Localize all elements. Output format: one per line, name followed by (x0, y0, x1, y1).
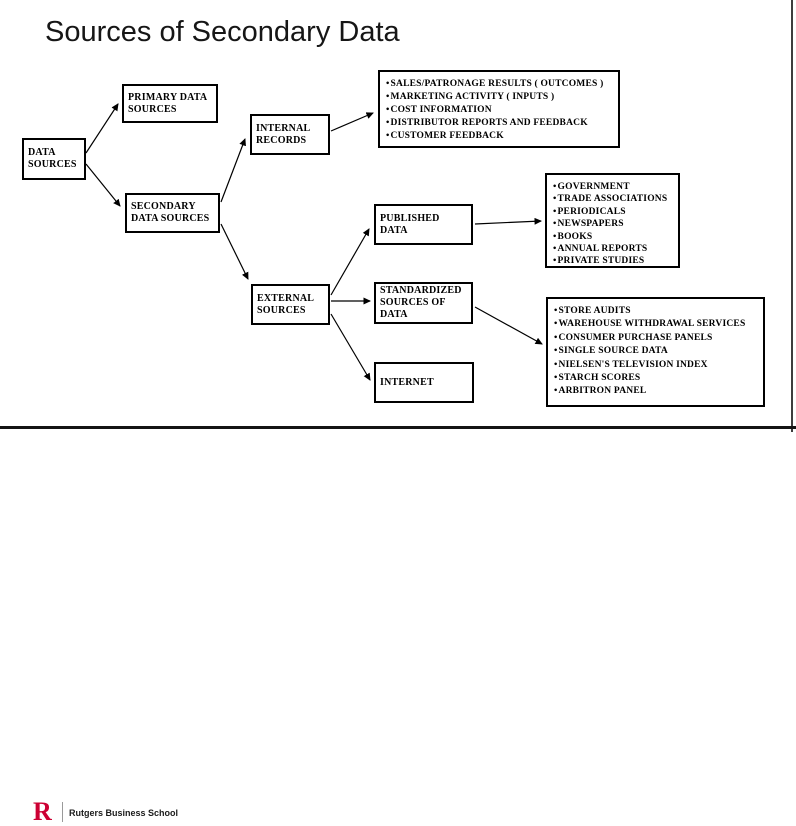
slide-title: Sources of Secondary Data (45, 16, 400, 48)
detail-box-published-data (545, 173, 680, 268)
bullet-item: • WAREHOUSE WITHDRAWAL SERVICES (554, 318, 758, 331)
detail-box-internal-records (378, 70, 620, 148)
arrow-published-to-detail (475, 221, 541, 224)
node-internal-records-label: INTERNAL RECORDS (256, 122, 310, 146)
bullet-item: • CUSTOMER FEEDBACK (386, 130, 613, 143)
arrow-external-to-published (331, 229, 369, 295)
bullet-item: • BOOKS (553, 231, 673, 243)
node-internet (374, 362, 474, 403)
detail-box-standardized-sources (546, 297, 765, 407)
bullet-item: • TRADE ASSOCIATIONS (553, 193, 673, 205)
logo-divider (62, 802, 63, 822)
arrow-secondary-to-internal-records (221, 139, 245, 202)
bullet-item: • NEWSPAPERS (553, 218, 673, 230)
node-secondary-label: SECONDARY DATA SOURCES (131, 201, 210, 224)
arrow-data-sources-to-secondary (86, 164, 120, 206)
node-standardized-sources-label: STANDARDIZED SOURCES OF DATA (380, 285, 462, 320)
bullet-item: • ARBITRON PANEL (554, 385, 758, 398)
bullet-item: • SALES/PATRONAGE RESULTS ( OUTCOMES ) (386, 78, 613, 91)
node-standardized-sources (374, 282, 473, 324)
rutgers-logo-icon: R (33, 797, 52, 826)
node-secondary-data-sources (125, 193, 220, 233)
bullet-item: • CONSUMER PURCHASE PANELS (554, 332, 758, 345)
arrow-standardized-to-detail (475, 307, 542, 344)
footer-org-name: Rutgers Business School (69, 808, 179, 818)
bullet-item: • DISTRIBUTOR REPORTS AND FEEDBACK (386, 117, 613, 130)
slide-bottom-border (0, 426, 796, 429)
arrow-secondary-to-external-sources (221, 224, 248, 279)
node-internet-label: INTERNET (380, 376, 434, 388)
bullet-item: • GOVERNMENT (553, 181, 673, 193)
bullet-item: • STARCH SCORES (554, 372, 758, 385)
bullet-item: • NIELSEN'S TELEVISION INDEX (554, 359, 758, 372)
node-data-sources (22, 138, 86, 180)
bullet-item: • PERIODICALS (553, 206, 673, 218)
bullet-item: • PRIVATE STUDIES (553, 255, 673, 267)
arrow-data-sources-to-primary (86, 104, 118, 153)
bullet-item: • STORE AUDITS (554, 305, 758, 318)
node-published-data (374, 204, 473, 245)
arrow-internal-records-to-detail (331, 113, 373, 131)
node-primary-label: PRIMARY DATA SOURCES (128, 91, 207, 115)
slide-right-border (791, 0, 793, 432)
bullet-item: • MARKETING ACTIVITY ( INPUTS ) (386, 91, 613, 104)
node-data-sources-label: DATA SOURCES (28, 147, 77, 170)
node-internal-records (250, 114, 330, 155)
node-external-sources (251, 284, 330, 325)
node-primary-data-sources (122, 84, 218, 123)
footer (0, 398, 796, 826)
bullet-item: • COST INFORMATION (386, 104, 613, 117)
arrow-external-to-internet (331, 314, 370, 380)
bullet-item: • ANNUAL REPORTS (553, 243, 673, 255)
node-external-sources-label: EXTERNAL SOURCES (257, 292, 314, 316)
bullet-item: • SINGLE SOURCE DATA (554, 345, 758, 358)
node-published-data-label: PUBLISHED DATA (380, 212, 440, 236)
